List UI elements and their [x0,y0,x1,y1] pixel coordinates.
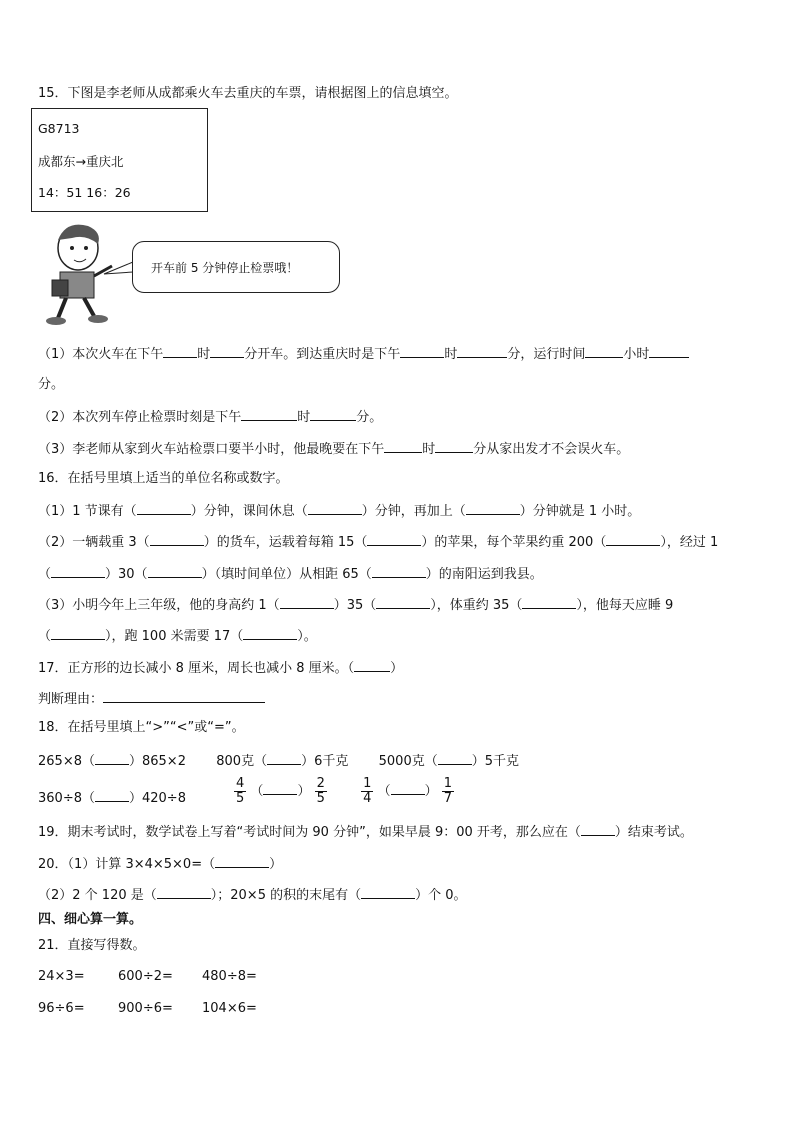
fraction-4-5: $\frac{4}{5}$ [236,776,245,806]
q20-line1: 20．（1）计算 3×4×5×0=（ ） [38,857,283,872]
q18-row2-fractions: $\frac{4}{5}$ （ ） $\frac{2}{5}$ $\frac{1}{4}$ （ ） $\frac{1}{7}$ [236,776,453,806]
q21-item: 96÷6= [38,1001,85,1016]
q21-item: 104×6= [202,1001,257,1016]
q21-item: 600÷2= [118,969,173,984]
q17-reason: 判断理由： [38,690,265,708]
q15-part1-end: 分。 [38,377,65,392]
q16-line4: （3）小明今年上三年级，他的身高约 1（ ）35（ ），体重约 35（ ），他每天应睡 9 [38,598,674,613]
fraction-1-4: $\frac{1}{4}$ [363,776,372,806]
q18-stem: 18．在括号里填上“>”“<”或“=”。 [38,720,245,735]
q21-stem: 21．直接写得数。 [38,938,146,953]
q21-item: 900÷6= [118,1001,173,1016]
q17-stem: 17．正方形的边长减小 8 厘米，周长也减小 8 厘米。（ ） [38,661,404,676]
q19: 19．期末考试时，数学试卷上写着“考试时间为 90 分钟”，如果早晨 9：00 开考，那么应在（ ）结束考试。 [38,825,693,840]
q15-part1: （1）本次火车在下午 时 分开车。到达重庆时是下午 时 分，运行时间 小时 [38,345,689,363]
q16-line5: （ ），跑 100 米需要 17（ ）。 [38,629,317,644]
q15-stem: 15．下图是李老师从成都乘火车去重庆的车票，请根据图上的信息填空。 [38,86,458,101]
q15-part2: （2）本次列车停止检票时刻是下午 时 分。 [38,410,383,425]
bubble-text: 开车前 5 分钟停止检票哦！ [151,261,299,275]
speech-bubble [132,241,340,293]
q18-row2-left: 360÷8（ ）420÷8 [38,791,186,806]
fraction-1-7: $\frac{1}{7}$ [443,776,453,806]
ticket-route: 成都东→重庆北 [38,154,124,169]
ticket-times: 14：51 16：26 [38,185,131,200]
q20-line2: （2）2 个 120 是（ ）；20×5 的积的末尾有（ ）个 0。 [38,888,467,903]
q16-line2: （2）一辆载重 3（ ）的货车，运载着每箱 15（ ）的苹果，每个苹果约重 200（ ），经过 1 [38,535,719,550]
q15-part3: （3）李老师从家到火车站检票口要半小时，他最晚要在下午 时 分从家出发才不会误火车。 [38,442,630,457]
q16-line3: （ ）30（ ）（填时间单位）从相距 65（ ）的南阳运到我县。 [38,567,543,582]
section-heading: 四、细心算一算。 [38,912,143,927]
q16-stem: 16．在括号里填上适当的单位名称或数字。 [38,471,289,486]
q18-row1: 265×8（ ）865×2 800克（ ）6千克 5000克（ ）5千克 [38,754,520,769]
q21-item: 480÷8= [202,969,257,984]
train-ticket [31,108,208,212]
fraction-2-5: $\frac{2}{5}$ [316,776,325,806]
ticket-train-number: G8713 [38,121,80,136]
q21-item: 24×3= [38,969,85,984]
q16-line1: （1）1 节课有（ ）分钟，课间休息（ ）分钟，再加上（ ）分钟就是 1 小时。 [38,504,641,519]
